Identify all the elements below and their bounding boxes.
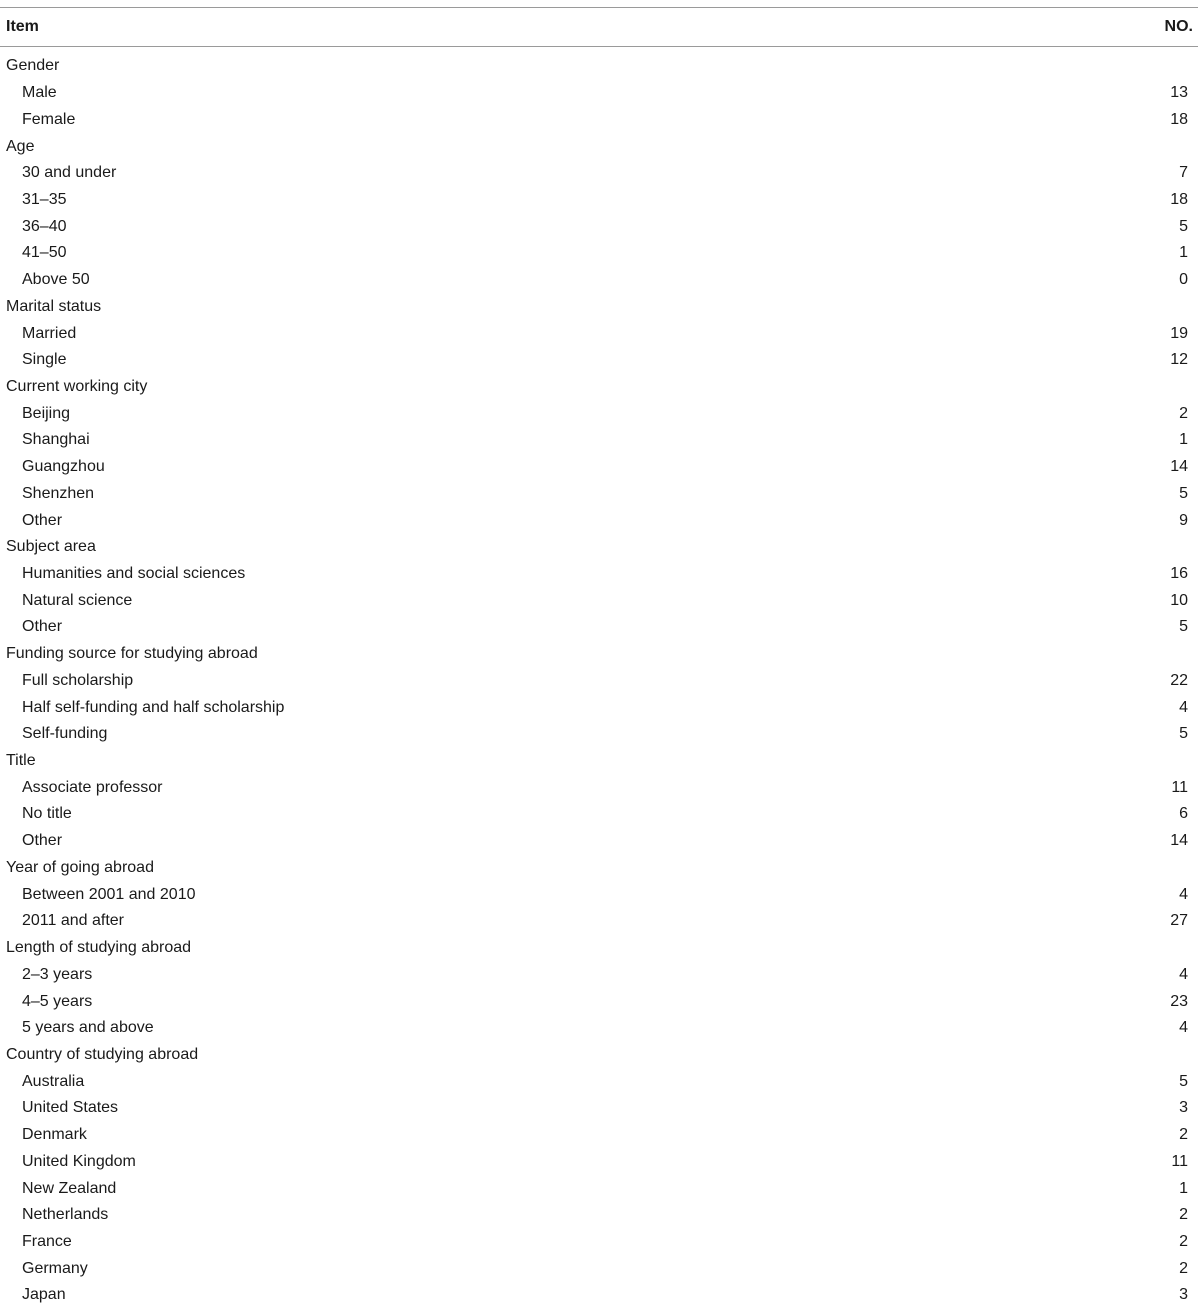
table-row	[0, 106, 1198, 133]
row-label: Denmark	[22, 1126, 87, 1144]
table-row	[0, 668, 1198, 695]
row-count: 3	[1179, 1286, 1188, 1304]
row-label: 36–40	[22, 217, 67, 235]
row-count: 1	[1179, 1179, 1188, 1197]
table-row	[0, 240, 1198, 267]
row-count: 11	[1171, 778, 1188, 796]
table-row	[0, 694, 1198, 721]
row-label: Shenzhen	[22, 484, 95, 502]
row-label: 2011 and after	[22, 912, 125, 930]
row-label: No title	[22, 805, 72, 823]
row-label: Guangzhou	[22, 458, 105, 476]
row-label: Netherlands	[22, 1206, 109, 1224]
row-count: 19	[1170, 324, 1188, 342]
row-label: Japan	[22, 1286, 66, 1304]
row-label: Half self-funding and half scholarship	[22, 698, 285, 716]
table-row	[0, 961, 1198, 988]
row-count: 14	[1170, 832, 1188, 850]
row-label: 30 and under	[22, 164, 117, 182]
table-row	[0, 587, 1198, 614]
row-count: 2	[1179, 1206, 1188, 1224]
table-row	[0, 801, 1198, 828]
row-count: 1	[1179, 431, 1188, 449]
group-label: Funding source for studying abroad	[6, 645, 258, 663]
group-row	[0, 748, 1198, 775]
table-row	[0, 721, 1198, 748]
row-count: 5	[1179, 618, 1188, 636]
table-row	[0, 160, 1198, 187]
group-label: Marital status	[6, 297, 102, 315]
row-count: 2	[1179, 1259, 1188, 1277]
row-label: 41–50	[22, 244, 67, 262]
group-label: Year of going abroad	[6, 858, 154, 876]
table-row	[0, 481, 1198, 508]
row-count: 12	[1170, 351, 1188, 369]
table-row	[0, 213, 1198, 240]
group-row	[0, 855, 1198, 882]
row-label: Female	[22, 110, 76, 128]
row-label: 4–5 years	[22, 992, 93, 1010]
table-row	[0, 988, 1198, 1015]
row-label: United Kingdom	[22, 1152, 136, 1170]
table-row	[0, 187, 1198, 214]
row-label: Other	[22, 511, 63, 529]
row-label: Beijing	[22, 404, 71, 422]
group-row	[0, 534, 1198, 561]
table-row	[0, 427, 1198, 454]
group-label: Title	[6, 752, 36, 770]
row-count: 6	[1179, 805, 1188, 823]
row-label: Single	[22, 351, 67, 369]
row-count: 18	[1170, 110, 1188, 128]
row-count: 9	[1179, 511, 1188, 529]
row-count: 2	[1179, 1232, 1188, 1250]
group-row	[0, 374, 1198, 401]
row-label: Self-funding	[22, 725, 108, 743]
row-count: 5	[1179, 484, 1188, 502]
table-row	[0, 1229, 1198, 1256]
row-count: 11	[1171, 1152, 1188, 1170]
table-row	[0, 828, 1198, 855]
row-count: 3	[1179, 1099, 1188, 1117]
row-label: Between 2001 and 2010	[22, 885, 196, 903]
row-count: 1	[1179, 244, 1188, 262]
row-count: 5	[1179, 1072, 1188, 1090]
row-label: 2–3 years	[22, 965, 93, 983]
row-label: Married	[22, 324, 77, 342]
row-count: 4	[1179, 698, 1188, 716]
table-row	[0, 267, 1198, 294]
header-item: Item	[6, 18, 39, 35]
row-count: 23	[1170, 992, 1188, 1010]
table-row	[0, 1148, 1198, 1175]
row-count: 16	[1170, 565, 1188, 583]
table-row	[0, 320, 1198, 347]
row-label: Other	[22, 832, 63, 850]
row-count: 10	[1170, 591, 1188, 609]
table-row	[0, 1068, 1198, 1095]
row-label: France	[22, 1232, 72, 1250]
group-label: Current working city	[6, 377, 148, 395]
row-label: Natural science	[22, 591, 133, 609]
group-row	[0, 1042, 1198, 1069]
row-label: United States	[22, 1099, 119, 1117]
row-label: Full scholarship	[22, 671, 134, 689]
row-count: 7	[1179, 164, 1188, 182]
group-label: Subject area	[6, 538, 96, 556]
row-count: 0	[1179, 271, 1188, 289]
row-count: 13	[1170, 84, 1188, 102]
row-count: 22	[1170, 671, 1188, 689]
table-row	[0, 561, 1198, 588]
group-row	[0, 293, 1198, 320]
group-row	[0, 133, 1198, 160]
row-count: 14	[1170, 458, 1188, 476]
group-row	[0, 53, 1198, 80]
row-count: 2	[1179, 404, 1188, 422]
row-label: 31–35	[22, 190, 67, 208]
row-count: 18	[1170, 190, 1188, 208]
group-row	[0, 641, 1198, 668]
row-count: 4	[1179, 1019, 1188, 1037]
table-row	[0, 1255, 1198, 1282]
row-label: Male	[22, 84, 57, 102]
table-row	[0, 1175, 1198, 1202]
group-label: Length of studying abroad	[6, 939, 192, 957]
row-count: 27	[1170, 912, 1188, 930]
row-label: New Zealand	[22, 1179, 117, 1197]
table-row	[0, 1122, 1198, 1149]
row-count: 4	[1179, 965, 1188, 983]
row-label: Shanghai	[22, 431, 90, 449]
table-row	[0, 908, 1198, 935]
row-count: 2	[1179, 1126, 1188, 1144]
row-label: 5 years and above	[22, 1019, 154, 1037]
table-row	[0, 507, 1198, 534]
table-row	[0, 400, 1198, 427]
header-no: NO.	[1164, 18, 1193, 35]
table-row	[0, 1202, 1198, 1229]
table-row	[0, 1095, 1198, 1122]
table-row	[0, 614, 1198, 641]
row-count: 4	[1179, 885, 1188, 903]
row-count: 5	[1179, 217, 1188, 235]
row-label: Germany	[22, 1259, 88, 1277]
demographics-table	[0, 7, 1198, 1309]
row-label: Associate professor	[22, 778, 163, 796]
group-label: Gender	[6, 57, 60, 75]
table-row	[0, 1282, 1198, 1309]
table-row	[0, 454, 1198, 481]
group-row	[0, 935, 1198, 962]
group-label: Country of studying abroad	[6, 1045, 199, 1063]
table-body	[0, 47, 1198, 1309]
table-row	[0, 80, 1198, 107]
table-row	[0, 774, 1198, 801]
table-header-row	[0, 8, 1198, 46]
table-row	[0, 347, 1198, 374]
table-row	[0, 1015, 1198, 1042]
row-label: Other	[22, 618, 63, 636]
table-row	[0, 881, 1198, 908]
row-count: 5	[1179, 725, 1188, 743]
row-label: Australia	[22, 1072, 85, 1090]
group-label: Age	[6, 137, 35, 155]
row-label: Humanities and social sciences	[22, 565, 246, 583]
row-label: Above 50	[22, 271, 90, 289]
